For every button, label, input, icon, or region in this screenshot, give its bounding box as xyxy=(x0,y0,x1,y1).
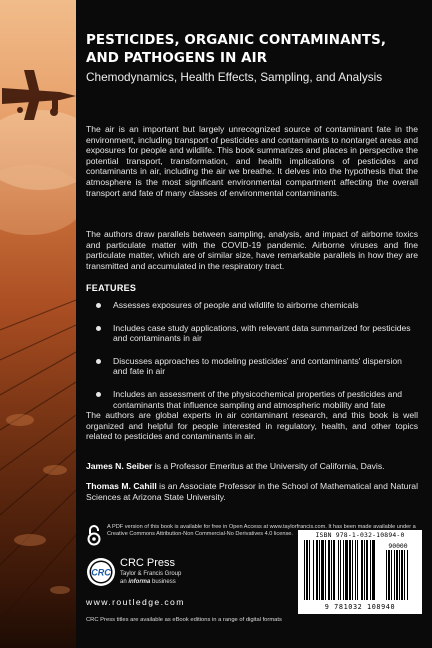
price-code: 90000 xyxy=(388,542,408,550)
description-paragraph-2: The authors draw parallels between sampling, analysis, and impact of airborne toxics and particulate matter with the COVID-19 pandemic. Airborne viruses and fine particulate matter, which are of similar size, have remarkable parallels in how they are transmitted and accumulated in the respiratory tract. xyxy=(86,229,418,271)
barcode-bar xyxy=(352,540,353,600)
book-title-line-1: PESTICIDES, ORGANIC CONTAMINANTS, xyxy=(86,33,387,48)
feature-item xyxy=(86,300,418,311)
barcode-bar xyxy=(343,540,344,600)
informa-brand: informa xyxy=(128,579,151,585)
barcode-bar xyxy=(361,540,363,600)
bullet-icon xyxy=(96,303,101,308)
addon-bar xyxy=(394,550,395,600)
description-paragraph-1: The air is an important but largely unrecognized source of contaminant fate in the environment, including transport of pesticides and contaminants to nontarget areas and exposures for people and wildlife. This book summarizes and places in perspective the potential transport, transformation, and health implications of pesticides and contaminants in air, including the air we breathe. It delves into the hypothesis that the atmosphere is the most significant environmental compartment affecting the overall transport and fate of many classes of environmental contaminants. xyxy=(86,124,418,198)
feature-text: Includes case study applications, with relevant data summarized for pesticides and contaminants in air xyxy=(113,322,411,344)
barcode-bar xyxy=(304,540,305,600)
barcode-bar xyxy=(345,540,348,600)
barcode-bar xyxy=(328,540,330,600)
book-subtitle: Chemodynamics, Health Effects, Sampling, and Analysis xyxy=(86,70,383,84)
addon-bar xyxy=(401,550,403,600)
publisher-business-line xyxy=(120,579,176,585)
book-title-line-2: AND PATHOGENS IN AIR xyxy=(86,51,268,66)
barcode-bar xyxy=(340,540,341,600)
barcode-bars xyxy=(304,540,416,602)
features-list xyxy=(86,300,418,422)
addon-bar xyxy=(386,550,387,600)
author-name: Thomas M. Cahill xyxy=(86,481,157,491)
publisher-website: www.routledge.com xyxy=(86,597,185,607)
feature-item xyxy=(86,356,418,377)
barcode-bar xyxy=(357,540,358,600)
addon-bar xyxy=(396,550,398,600)
addon-bar xyxy=(388,550,390,600)
open-access-lock-icon xyxy=(86,524,102,546)
author-bio-seiber xyxy=(86,461,418,472)
barcode-bar xyxy=(338,540,339,600)
crc-badge-text: CRC xyxy=(91,567,111,578)
barcode-bar xyxy=(370,540,371,600)
feature-text: Discusses approaches to modeling pesticides' and contaminants' dispersion and fate in air xyxy=(113,355,402,377)
addon-bar xyxy=(407,550,408,600)
features-heading: FEATURES xyxy=(86,283,137,293)
feature-text: Includes an assessment of the physicochemical properties of pesticides and contaminants that influence sampling and atmospheric mobility and fate xyxy=(113,388,403,410)
barcode-bar xyxy=(331,540,332,600)
description-paragraph-3: The authors are global experts in air contaminant research, and this book is well organized and helpful for people interested in regulatory, health, and other topics related to pesticides and contaminants in air. xyxy=(86,410,418,442)
crc-press-logo-icon xyxy=(86,557,116,587)
isbn-label: ISBN 978-1-032-10894-0 xyxy=(315,531,405,539)
barcode-bar xyxy=(313,540,314,600)
barcode-bar xyxy=(355,540,356,600)
barcode-bar xyxy=(319,540,320,600)
barcode-bar xyxy=(333,540,335,600)
barcode-bar xyxy=(316,540,318,600)
author-bio-text: is an Associate Professor in the School of Mathematical and Natural Sciences at Arizona State University. xyxy=(86,481,418,502)
book-title xyxy=(86,32,426,68)
business-prefix: an xyxy=(120,579,129,585)
barcode-bar xyxy=(321,540,324,600)
addon-bar xyxy=(391,550,392,600)
feature-text: Assesses exposures of people and wildlife to airborne chemicals xyxy=(113,300,359,310)
isbn-barcode xyxy=(298,530,422,614)
ebook-availability-note: CRC Press titles are available as eBook editions in a range of digital formats xyxy=(86,617,282,623)
bullet-icon xyxy=(96,392,101,397)
author-name: James N. Seiber xyxy=(86,461,153,471)
open-access-notice: A PDF version of this book is available for free in Open Access at www.taylorfrancis.com. It has been made available under a Creative Commons Attribution-Non Commercial-No Derivatives 4.0 license. xyxy=(107,524,416,538)
author-bio-cahill xyxy=(86,481,418,502)
publisher-name: CRC Press xyxy=(120,557,176,569)
back-cover-text-panel xyxy=(76,0,432,648)
barcode-bar xyxy=(306,540,308,600)
barcode-bar xyxy=(309,540,310,600)
barcode-bar xyxy=(349,540,351,600)
barcode-bar xyxy=(364,540,365,600)
cover-photo-crop-duster xyxy=(0,0,76,648)
feature-item xyxy=(86,323,418,344)
barcode-bar xyxy=(372,540,375,600)
author-bio-text: is a Professor Emeritus at the University of California, Davis. xyxy=(152,461,385,471)
barcode-digits: 9 781032 108940 xyxy=(324,603,396,611)
bullet-icon xyxy=(96,326,101,331)
feature-item xyxy=(86,389,418,410)
bullet-icon xyxy=(96,359,101,364)
publisher-group: Taylor & Francis Group xyxy=(120,571,182,577)
addon-bar xyxy=(404,550,405,600)
business-suffix: business xyxy=(150,579,176,585)
addon-bar xyxy=(399,550,400,600)
crop-duster-photo-illustration xyxy=(0,0,76,648)
barcode-bar xyxy=(366,540,368,600)
barcode-bar xyxy=(325,540,326,600)
